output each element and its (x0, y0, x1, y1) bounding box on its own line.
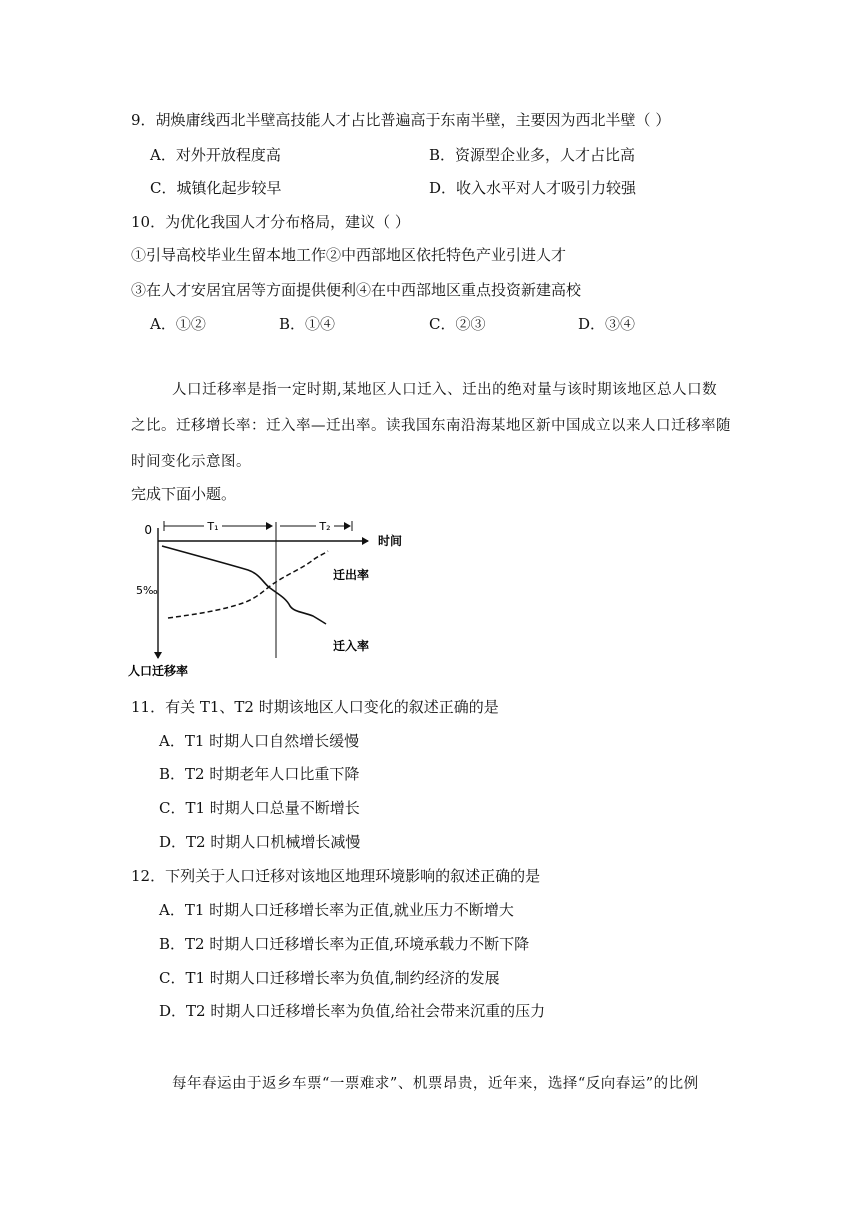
q10-option-a: A．①② (150, 315, 206, 333)
passage1-line-3: 时间变化示意图。 (131, 454, 251, 470)
q12-stem: 12．下列关于人口迁移对该地区地理环境影响的叙述正确的是 (131, 867, 541, 885)
y-tick-label: 5‰ (136, 584, 158, 597)
passage1-line-2: 之比。迁移增长率：迁入率—迁出率。读我国东南沿海某地区新中国成立以来人口迁移率随 (131, 418, 731, 434)
q10-option-b: B．①④ (279, 315, 336, 333)
q9-option-c: C．城镇化起步较早 (150, 179, 282, 197)
migration-rate-chart (128, 516, 418, 686)
q12-option-d: D．T2 时期人口迁移增长率为负值,给社会带来沉重的压力 (159, 1002, 546, 1020)
q9-option-a: A．对外开放程度高 (150, 146, 281, 164)
series-inmigration-label: 迁入率 (333, 639, 370, 653)
q11-option-d: D．T2 时期人口机械增长减慢 (159, 833, 361, 851)
passage2-line-1: 每年春运由于返乡车票“一票难求”、机票昂贵，近年来，选择“反向春运”的比例 (172, 1076, 699, 1092)
series-outmigration-label: 迁出率 (333, 568, 370, 582)
origin-label: 0 (144, 523, 152, 537)
x-axis-label: 时间 (378, 534, 403, 548)
q11-option-a: A．T1 时期人口自然增长缓慢 (159, 732, 360, 750)
y-axis-label: 人口迁移率 (128, 664, 189, 678)
q12-option-c: C．T1 时期人口迁移增长率为负值,制约经济的发展 (159, 969, 500, 987)
q10-stem: 10．为优化我国人才分布格局，建议（ ） (131, 213, 410, 231)
q9-option-b: B．资源型企业多，人才占比高 (429, 146, 636, 164)
passage1-line-1: 人口迁移率是指一定时期,某地区人口迁入、迁出的绝对量与该时期该地区总人口数 (172, 382, 718, 398)
q10-statement-line-1: ①引导高校毕业生留本地工作②中西部地区依托特色产业引进人才 (131, 246, 567, 264)
q10-option-d: D．③④ (578, 315, 636, 333)
period-t2-label: T₂ (319, 520, 331, 533)
q10-option-c: C．②③ (429, 315, 486, 333)
q11-stem: 11．有关 T1、T2 时期该地区人口变化的叙述正确的是 (131, 698, 499, 716)
period-t1-label: T₁ (207, 520, 219, 533)
q12-option-a: A．T1 时期人口迁移增长率为正值,就业压力不断增大 (159, 901, 514, 919)
q12-option-b: B．T2 时期人口迁移增长率为正值,环境承载力不断下降 (159, 935, 530, 953)
passage1-instruction: 完成下面小题。 (131, 485, 237, 503)
q11-option-c: C．T1 时期人口总量不断增长 (159, 799, 360, 817)
series-inmigration-line (162, 546, 326, 624)
q9-option-d: D．收入水平对人才吸引力较强 (429, 179, 637, 197)
q9-stem: 9．胡焕庸线西北半壁高技能人才占比普遍高于东南半壁，主要因为西北半壁（ ） (131, 111, 671, 129)
q11-option-b: B．T2 时期老年人口比重下降 (159, 765, 360, 783)
q10-statement-line-2: ③在人才安居宜居等方面提供便利④在中西部地区重点投资新建高校 (131, 281, 582, 299)
series-outmigration-line (168, 551, 328, 618)
